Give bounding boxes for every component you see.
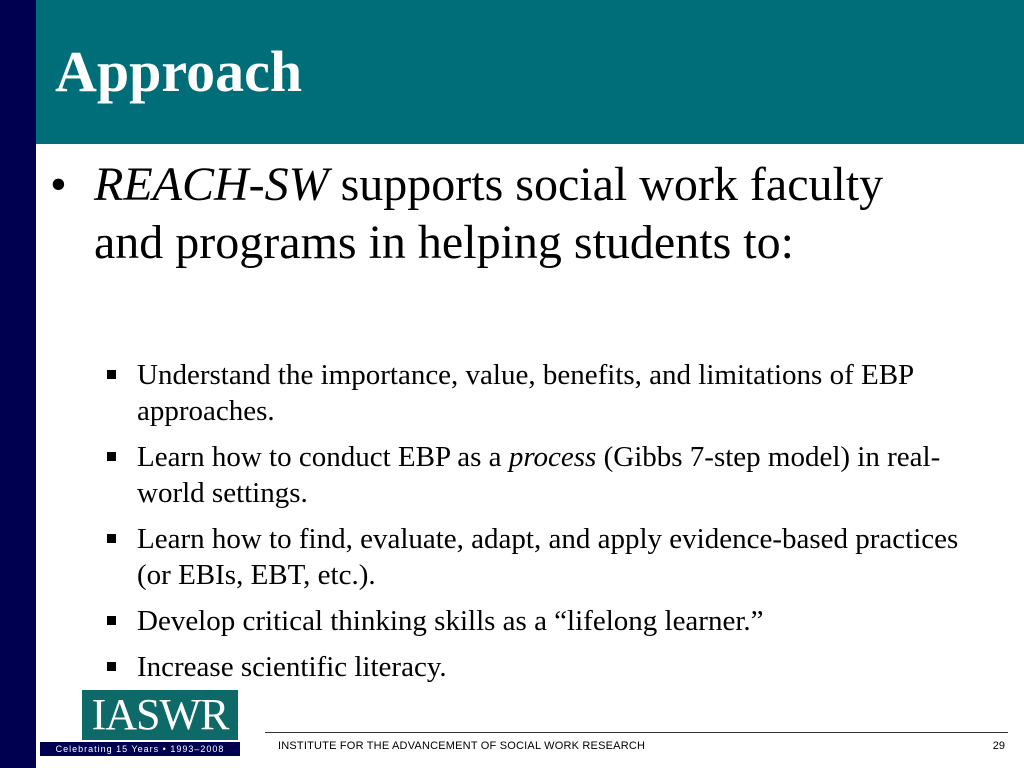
square-bullet-icon bbox=[107, 662, 116, 671]
sub-bullet-item bbox=[96, 649, 996, 685]
square-bullet-icon bbox=[107, 452, 116, 461]
page-number: 29 bbox=[992, 740, 1005, 752]
logo-wordmark: IASWR bbox=[82, 690, 238, 740]
sub-bullet-list bbox=[96, 357, 996, 695]
footer-organization: INSTITUTE FOR THE ADVANCEMENT OF SOCIAL WORK RESEARCH bbox=[278, 740, 646, 752]
sub-bullet-text: Learn how to conduct EBP as a bbox=[137, 441, 509, 473]
iaswr-logo bbox=[40, 690, 240, 758]
main-bullet bbox=[50, 156, 930, 272]
sub-bullet-text: Increase scientific literacy. bbox=[137, 651, 447, 683]
main-bullet-body: supports social work faculty and programs in helping students to: bbox=[94, 158, 884, 269]
square-bullet-icon bbox=[107, 616, 116, 625]
main-bullet-emphasis: REACH-SW bbox=[94, 158, 329, 211]
left-accent-bar bbox=[0, 0, 36, 768]
sub-bullet-text: Learn how to find, evaluate, adapt, and apply evidence-based practices (or EBIs, EBT, etc.). bbox=[137, 523, 959, 591]
sub-bullet-text-after: (Gibbs 7-step model) in real-world settings. bbox=[137, 441, 941, 509]
main-bullet-text bbox=[94, 156, 930, 272]
sub-bullet-item bbox=[96, 439, 996, 511]
sub-bullet-item bbox=[96, 603, 996, 639]
sub-bullet-item bbox=[96, 521, 996, 593]
logo-tagline: Celebrating 15 Years • 1993–2008 bbox=[40, 742, 240, 756]
slide-title: Approach bbox=[55, 39, 303, 104]
square-bullet-icon bbox=[107, 534, 116, 543]
sub-bullet-emphasis: process bbox=[508, 441, 597, 473]
sub-bullet-item bbox=[96, 357, 996, 429]
bullet-glyph: • bbox=[50, 158, 67, 211]
sub-bullet-text: Develop critical thinking skills as a “lifelong learner.” bbox=[137, 605, 764, 637]
sub-bullet-text: Understand the importance, value, benefits, and limitations of EBP approaches. bbox=[137, 359, 914, 427]
footer-divider bbox=[265, 732, 1008, 733]
square-bullet-icon bbox=[107, 370, 116, 379]
